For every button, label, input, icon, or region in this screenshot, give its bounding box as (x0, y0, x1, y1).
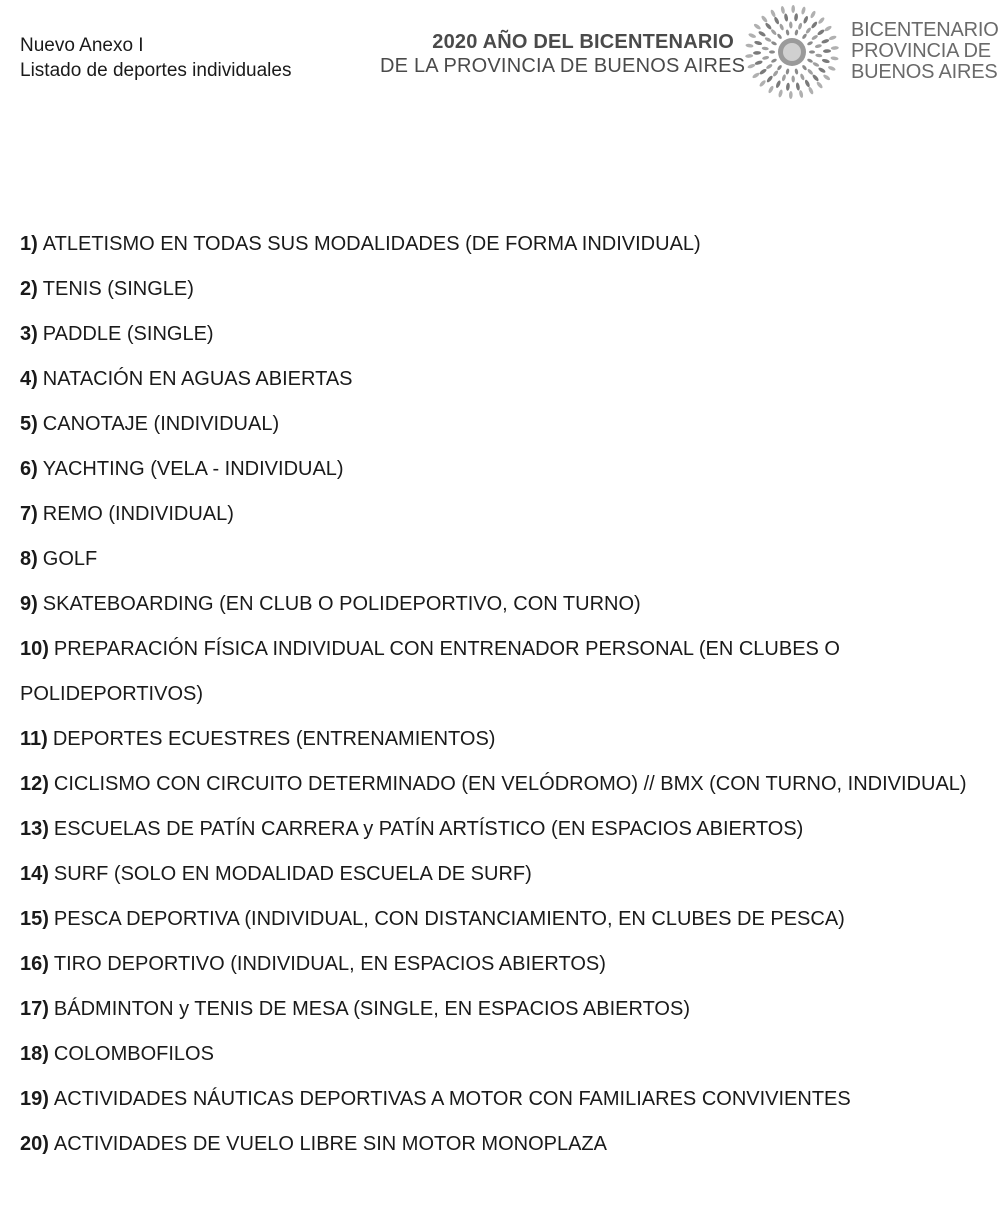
emblem-petal (786, 83, 791, 91)
sport-number: 16) (20, 953, 49, 975)
emblem-petal (762, 55, 770, 60)
sport-item (20, 942, 980, 987)
sport-item (20, 852, 980, 897)
annex-title-block (20, 33, 291, 83)
emblem-petal (807, 68, 814, 75)
sport-number: 15) (20, 908, 49, 930)
emblem-petal (827, 65, 836, 71)
sport-name: BÁDMINTON y TENIS DE MESA (SINGLE, EN ESPACIOS ABIERTOS) (53, 998, 690, 1020)
emblem-petal (804, 79, 811, 88)
sport-number: 2) (20, 278, 38, 300)
sport-item (20, 357, 980, 402)
emblem-petal (811, 34, 819, 41)
emblem-petal (791, 5, 795, 13)
sport-number: 17) (20, 998, 49, 1020)
sport-number: 20) (20, 1133, 49, 1155)
banner-line-2: DE LA PROVINCIA DE BUENOS AIRES (380, 55, 746, 77)
emblem-petal (753, 23, 762, 31)
sport-number: 12) (20, 773, 49, 795)
sport-item (20, 987, 980, 1032)
emblem-petal (764, 22, 772, 30)
emblem-petal (789, 91, 793, 99)
sport-name: ACTIVIDADES DE VUELO LIBRE SIN MOTOR MONOPLAZA (53, 1133, 607, 1155)
emblem-petal (778, 89, 784, 98)
emblem-petal (762, 46, 769, 50)
emblem-petal (785, 68, 789, 75)
logo-wordmark (851, 20, 1000, 83)
logo-line-1: BICENTENARIO (851, 19, 999, 41)
sport-item (20, 492, 980, 537)
annex-subtitle: Listado de deportes individuales (20, 60, 292, 81)
emblem-petal (775, 80, 781, 89)
emblem-petal (808, 86, 815, 95)
sport-name: PESCA DEPORTIVA (INDIVIDUAL, CON DISTANCIAMIENTO, EN CLUBES DE PESCA) (53, 908, 845, 930)
emblem-petal (799, 90, 804, 99)
sport-name: TENIS (SINGLE) (42, 278, 194, 300)
sport-name: CICLISMO CON CIRCUITO DETERMINADO (EN VELÓDROMO) // BMX (CON TURNO, INDIVIDUAL) (53, 773, 967, 795)
sport-item (20, 222, 980, 267)
emblem-petal (759, 79, 767, 87)
sport-item (20, 1077, 980, 1122)
sport-name: NATACIÓN EN AGUAS ABIERTAS (42, 368, 353, 390)
sport-item (20, 897, 980, 942)
emblem-petal (809, 50, 815, 53)
sport-name: PREPARACIÓN FÍSICA INDIVIDUAL CON ENTRENADOR PERSONAL (EN CLUBES O POLIDEPORTIVOS) (20, 638, 840, 705)
emblem-petal (795, 82, 800, 90)
emblem-petal (780, 6, 785, 15)
emblem-petal (812, 61, 820, 67)
sport-number: 7) (20, 503, 38, 525)
emblem-petal (801, 33, 807, 40)
emblem-petal (767, 85, 774, 94)
sport-item (20, 312, 980, 357)
emblem-petal (828, 35, 837, 41)
emblem-petal (759, 68, 768, 75)
emblem-petal (769, 50, 775, 53)
sport-number: 3) (20, 323, 38, 345)
emblem-petal (766, 75, 774, 83)
emblem-petal (824, 25, 833, 32)
sport-item (20, 402, 980, 447)
emblem-petal (773, 16, 780, 25)
emblem-petal (816, 81, 824, 89)
emblem-petal (821, 38, 830, 44)
sport-name: COLOMBOFILOS (53, 1043, 214, 1065)
emblem-petal (779, 23, 785, 31)
emblem-petal (794, 29, 798, 36)
sport-item (20, 537, 980, 582)
sport-number: 9) (20, 593, 38, 615)
sport-item (20, 582, 980, 627)
emblem-petal (815, 53, 822, 57)
emblem-petal (801, 6, 807, 15)
emblem-petal (817, 29, 826, 36)
bicentenario-emblem-icon (742, 2, 842, 102)
emblem-petal (791, 75, 795, 82)
emblem-petal (821, 58, 830, 64)
sport-number: 10) (20, 638, 49, 660)
emblem-petal (745, 43, 753, 48)
emblem-petal (794, 68, 798, 75)
sport-item (20, 762, 980, 807)
emblem-petal (771, 58, 778, 63)
emblem-petal (794, 13, 799, 21)
sport-number: 11) (20, 728, 48, 750)
emblem-petal (776, 64, 782, 71)
sport-number: 6) (20, 458, 38, 480)
emblem-petal (812, 74, 820, 82)
sport-name: SURF (SOLO EN MODALIDAD ESCUELA DE SURF) (53, 863, 532, 885)
sport-name: SKATEBOARDING (EN CLUB O POLIDEPORTIVO, CON TURNO) (42, 593, 641, 615)
emblem-petal (747, 63, 756, 69)
sport-number: 14) (20, 863, 49, 885)
sport-number: 1) (20, 233, 38, 255)
sport-name: YACHTING (VELA - INDIVIDUAL) (42, 458, 344, 480)
emblem-petal (807, 58, 814, 63)
emblem-petal (753, 51, 761, 55)
sport-name: ACTIVIDADES NÁUTICAS DEPORTIVAS A MOTOR CON FAMILIARES CONVIVIENTES (53, 1088, 851, 1110)
emblem-petal (823, 49, 831, 53)
sport-item (20, 1032, 980, 1077)
banner-line-1: 2020 AÑO DEL BICENTENARIO (432, 31, 734, 53)
emblem-petal (764, 36, 772, 42)
emblem-petal (770, 28, 777, 35)
sport-number: 19) (20, 1088, 49, 1110)
emblem-petal (781, 74, 786, 82)
sport-name: CANOTAJE (INDIVIDUAL) (42, 413, 280, 435)
emblem-petal (830, 56, 838, 61)
emblem-petal (815, 44, 823, 49)
emblem-petal (771, 41, 778, 46)
emblem-petal (752, 72, 761, 79)
emblem-petal (802, 15, 808, 24)
emblem-petal (807, 41, 814, 46)
sport-name: ATLETISMO EN TODAS SUS MODALIDADES (DE FORMA INDIVIDUAL) (42, 233, 701, 255)
emblem-petal (760, 15, 768, 23)
logo-line-2: PROVINCIA DE (851, 40, 991, 62)
sport-name: PADDLE (SINGLE) (42, 323, 214, 345)
sport-number: 4) (20, 368, 38, 390)
sport-item (20, 267, 980, 312)
sport-name: ESCUELAS DE PATÍN CARRERA y PATÍN ARTÍSTICO (EN ESPACIOS ABIERTOS) (53, 818, 804, 840)
emblem-petal (772, 70, 779, 78)
emblem-petal (758, 30, 767, 37)
sport-number: 13) (20, 818, 49, 840)
sport-item (20, 807, 980, 852)
sport-number: 5) (20, 413, 38, 435)
bicentenario-banner (380, 30, 746, 78)
sport-number: 18) (20, 1043, 49, 1065)
emblem-petal (799, 73, 805, 81)
annex-title: Nuevo Anexo I (20, 35, 144, 56)
emblem-petal (818, 67, 827, 74)
sport-name: GOLF (42, 548, 98, 570)
emblem-petal (745, 54, 753, 58)
emblem-petal (810, 21, 818, 29)
emblem-petal (809, 10, 816, 19)
emblem-petal (797, 22, 802, 30)
emblem-petal (748, 32, 757, 38)
emblem-petal (754, 60, 763, 66)
emblem-petal (754, 40, 763, 46)
document-header (0, 0, 1000, 110)
sport-item (20, 447, 980, 492)
emblem-petal (817, 16, 825, 24)
emblem-petal (784, 13, 789, 21)
sports-list (20, 222, 980, 1167)
sport-item (20, 1122, 980, 1167)
emblem-petal (776, 33, 782, 40)
sport-name: TIRO DEPORTIVO (INDIVIDUAL, EN ESPACIOS ABIERTOS) (53, 953, 606, 975)
sport-item (20, 627, 980, 717)
sport-name: DEPORTES ECUESTRES (ENTRENAMIENTOS) (52, 728, 496, 750)
sport-item (20, 717, 980, 762)
emblem-petal (765, 63, 773, 70)
logo-line-3: BUENOS AIRES (851, 61, 998, 83)
emblem-petal (805, 27, 812, 35)
emblem-petal (789, 21, 793, 28)
emblem-petal (801, 64, 807, 71)
emblem-petal (785, 29, 789, 36)
emblem-petal (822, 74, 831, 82)
sport-number: 8) (20, 548, 38, 570)
emblem-petal (831, 46, 839, 50)
emblem-petal (770, 9, 777, 18)
sport-name: REMO (INDIVIDUAL) (42, 503, 234, 525)
